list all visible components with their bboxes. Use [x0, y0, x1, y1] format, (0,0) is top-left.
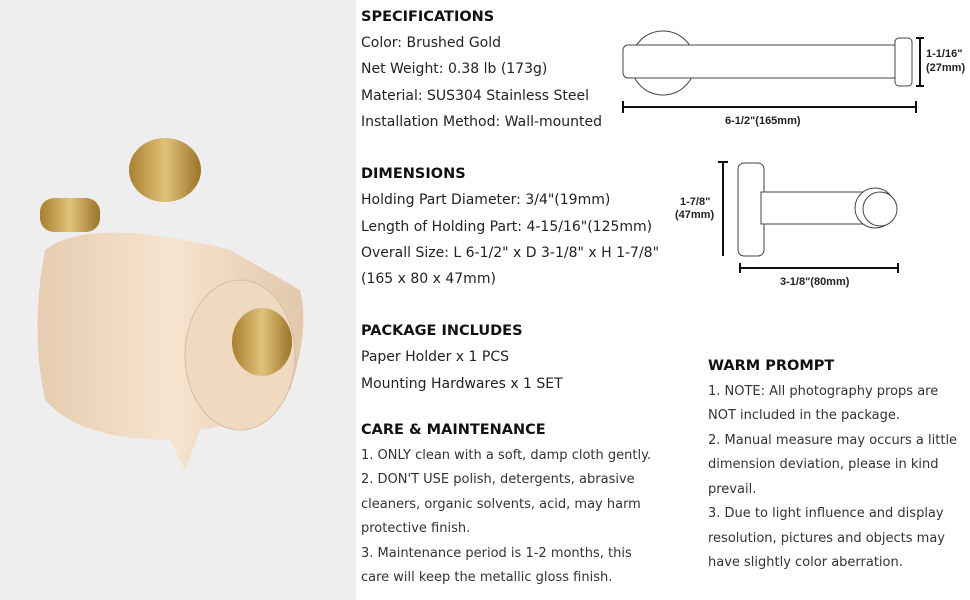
package-line: Paper Holder x 1 PCS: [361, 349, 509, 365]
product-photo: [0, 0, 356, 600]
dimension-diagram: [600, 20, 970, 290]
warm-prompt-heading: WARM PROMPT: [708, 358, 835, 374]
warm-line: NOT included in the package.: [708, 408, 900, 423]
side-height-mm-label: (47mm): [675, 209, 715, 221]
warm-line: prevail.: [708, 482, 757, 497]
care-line: care will keep the metallic gloss finish.: [361, 570, 613, 585]
care-heading: CARE & MAINTENANCE: [361, 422, 546, 438]
warm-line: resolution, pictures and objects may: [708, 531, 945, 546]
depth-label: 3-1/8"(80mm): [780, 276, 850, 288]
spec-installation: Installation Method: Wall-mounted: [361, 114, 602, 130]
top-view-drawing: [623, 31, 924, 113]
dimensions-heading: DIMENSIONS: [361, 166, 466, 182]
warm-line: 2. Manual measure may occurs a little: [708, 433, 958, 448]
care-line: protective finish.: [361, 521, 471, 536]
wall-mount-base: [129, 138, 201, 202]
warm-line: dimension deviation, please in kind: [708, 457, 939, 472]
side-view-drawing: [718, 162, 898, 273]
care-line: 1. ONLY clean with a soft, damp cloth gently.: [361, 448, 652, 463]
dim-line: (165 x 80 x 47mm): [361, 271, 496, 287]
holder-end-cap: [232, 308, 292, 376]
spec-weight: Net Weight: 0.38 lb (173g): [361, 61, 548, 77]
package-heading: PACKAGE INCLUDES: [361, 323, 523, 339]
care-line: cleaners, organic solvents, acid, may harm: [361, 497, 641, 512]
dim-line: Overall Size: L 6-1/2" x D 3-1/8" x H 1-7/8": [361, 245, 660, 261]
dim-line: Holding Part Diameter: 3/4"(19mm): [361, 192, 611, 208]
package-line: Mounting Hardwares x 1 SET: [361, 376, 563, 392]
care-line: 3. Maintenance period is 1-2 months, this: [361, 546, 632, 561]
dim-line: Length of Holding Part: 4-15/16"(125mm): [361, 219, 653, 235]
specifications-heading: SPECIFICATIONS: [361, 9, 495, 25]
spec-material: Material: SUS304 Stainless Steel: [361, 88, 589, 104]
warm-line: 3. Due to light influence and display: [708, 506, 944, 521]
warm-line: have slightly color aberration.: [708, 555, 903, 570]
length-label: 6-1/2"(165mm): [725, 115, 801, 127]
holder-arm: [40, 198, 100, 232]
side-height-label: 1-7/8": [680, 196, 711, 208]
warm-line: 1. NOTE: All photography props are: [708, 384, 939, 399]
spec-color: Color: Brushed Gold: [361, 35, 502, 51]
care-line: 2. DON'T USE polish, detergents, abrasive: [361, 472, 635, 487]
top-height-mm-label: (27mm): [926, 62, 966, 74]
top-height-label: 1-1/16": [926, 48, 963, 60]
